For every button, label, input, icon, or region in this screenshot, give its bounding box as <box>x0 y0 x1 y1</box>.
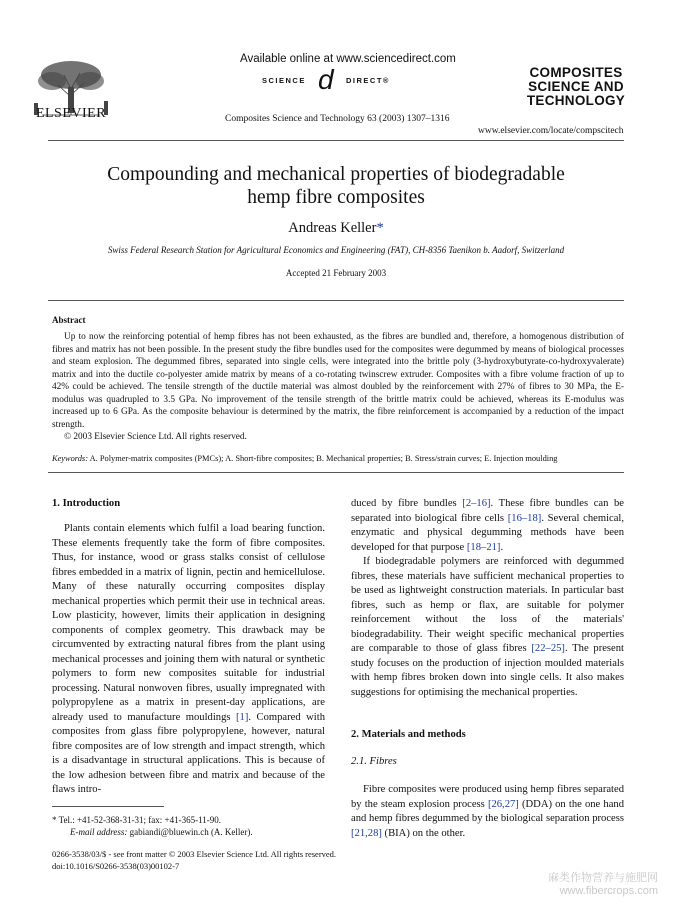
journal-title-line: COMPOSITES <box>529 65 623 80</box>
paragraph-text: (BIA) on the other. <box>381 827 466 839</box>
body-column-right <box>351 497 624 700</box>
paragraph-text: (DDA) on the one hand and hemp fibres degummed by the biological separation process <box>351 798 624 824</box>
author-footnote-link[interactable]: * <box>376 220 384 236</box>
abstract-bottom-divider <box>48 472 624 473</box>
section-heading-materials-methods: 2. Materials and methods <box>351 729 466 740</box>
paragraph-text: . These fibre bundles can be separated into biological fibre cells <box>351 498 625 524</box>
keywords-line <box>52 453 627 465</box>
article-title-line: Compounding and mechanical properties of biodegradable <box>107 164 565 185</box>
citation-link[interactable]: [16–18] <box>507 512 542 524</box>
doi-identifier: doi:10.1016/S0266-3538(03)00102-7 <box>52 861 180 871</box>
paragraph-text: Plants contain elements which fulfil a load bearing function. These elements frequently take the form of fibre composites. Thus, for instance, wood or grass stalks consist of cellulose fibres embedded in a matrix of lignin, pectin and hemicellulose. Many of these naturally occurring composites display mechanical properties which permit their use in technical areas. Low plasticity, however, limits their application in designing components of complex geometry. This drawback may be circumvented by extracting natural fibres from the plant using mechanical processes and joining them with natural or synthetic polymers to form new composites suitable for industrial processing. Natural nonwoven fibres, usually impregnated with polypropylene as a matrix in present-day applications, are already used to manufacture mouldings <box>52 523 325 723</box>
fibres-section-body <box>351 783 624 841</box>
author-contact-footnote: * Tel.: +41-52-368-31-31; fax: +41-365-11-90. <box>52 815 221 825</box>
sciencedirect-right-word: DIRECT® <box>346 76 390 85</box>
footnote-divider <box>52 806 164 807</box>
paragraph-text: duced by fibre bundles <box>351 498 463 509</box>
paragraph-text: . Compared with composites from glass fibre polypropylene, however, natural fibre composites are of low strength and impact strength, which is a disadvantage in structural applications. This is because of the low adhesion between fibre and matrix and because of the flaws intro- <box>52 711 325 795</box>
paragraph-text: Fibre composites were produced using hemp fibres separated by the steam explosion process <box>351 784 624 810</box>
section-heading-introduction: 1. Introduction <box>52 498 121 509</box>
intro-paragraph-1 <box>52 522 325 798</box>
article-title-line: hemp fibre composites <box>247 187 425 208</box>
abstract-top-divider <box>48 300 624 301</box>
citation-link[interactable]: [1] <box>236 711 249 723</box>
paragraph-text: If biodegradable polymers are reinforced with degummed fibres, these materials have sufficient mechanical properties to be used as lightweight construction materials. In particular bast fibres, such as hemp or flax, are suitable for polymer reinforcement without the loss of the materials' biodegradability. Their weight specific mechanical properties are comparable to those of glass fibres <box>351 556 624 654</box>
sciencedirect-logo <box>262 64 412 95</box>
journal-citation: Composites Science and Technology 63 (2003) 1307–1316 <box>225 114 450 124</box>
journal-title <box>526 66 626 108</box>
front-matter-notice: 0266-3538/03/$ - see front matter © 2003 Elsevier Science Ltd. All rights reserved. <box>52 849 337 859</box>
sciencedirect-left-word: SCIENCE <box>262 76 306 85</box>
sciencedirect-at-icon: d <box>318 64 334 95</box>
citation-link[interactable]: [18–21] <box>466 541 501 553</box>
watermark-line: 麻类作物营养与施肥网 <box>548 872 658 884</box>
email-label: E-mail address: <box>70 827 128 837</box>
journal-title-line: SCIENCE AND <box>528 79 624 94</box>
intro-paragraph-2 <box>351 555 624 700</box>
available-online-text: Available online at www.sciencedirect.com <box>240 53 456 65</box>
author-email-footnote <box>70 826 253 838</box>
email-address: gabiandi@bluewin.ch (A. Keller). <box>127 827 253 837</box>
citation-link[interactable]: [26,27] <box>487 798 519 810</box>
citation-link[interactable]: [21,28] <box>351 827 382 839</box>
article-title <box>48 163 624 209</box>
watermark-line: www.fibercrops.com <box>559 885 658 897</box>
author-line <box>48 220 624 237</box>
accepted-date: Accepted 21 February 2003 <box>285 268 387 278</box>
body-column-left <box>52 522 325 798</box>
paragraph-text: . The present study focuses on the production of injection moulded materials with hemp fibres broken down into single cells. It also makes suggestions for optimising the mechanical properties. <box>351 643 624 698</box>
publisher-name: ELSEVIER <box>35 106 107 121</box>
keywords-label: Keywords: <box>52 454 88 463</box>
citation-link[interactable]: [2–16] <box>462 498 491 509</box>
journal-title-line: TECHNOLOGY <box>526 93 626 108</box>
author-affiliation: Swiss Federal Research Station for Agricultural Economics and Engineering (FAT), CH-8356 Taenikon b. Aadorf, Switzerland <box>107 245 565 255</box>
keywords-list: A. Polymer-matrix composites (PMCs); A. Short-fibre composites; B. Mechanical properties; B. Stress/strain curves; E. Injection moulding <box>89 454 558 463</box>
site-watermark <box>548 872 658 898</box>
abstract-text: Up to now the reinforcing potential of hemp fibres has not been exhausted, as the fibres are bundled and, therefore, a homogenous distribution of fibres and matrix has not been possible. In the present study the fibre bundles used for the composites were degummed by means of biological processes and steam explosion. The degummed fibres, separated into single cells, were integrated into the brittle poly (3-hydroxybutyrate-co-hydroxyvalerate) matrix and into the ductile co-polyester amide matrix by means of a co-rotating twinscrew extruder. Composites with a fibre volume fraction of up to 42% could be achieved. The tensile strength of the ductile material was almost doubled by the reinforcement with 27% of fibres to 30 MPa, the E-modulus was quadrupled to 3.5 GPa. No improvement of the tensile strength of the brittle matrix could be achieved, whereas its E-modulus was increased up to 6 GPa. As the composite behaviour is determined by the matrix, the fibre reinforcement is accompanied by a reduction of the impact strength. <box>52 332 624 430</box>
abstract-body <box>52 331 624 444</box>
fibres-paragraph-1 <box>351 783 624 841</box>
citation-link[interactable]: [22–25] <box>531 643 565 654</box>
abstract-copyright: © 2003 Elsevier Science Ltd. All rights reserved. <box>64 432 247 442</box>
abstract-heading: Abstract <box>52 315 86 325</box>
intro-paragraph-1-continued <box>351 497 624 555</box>
paragraph-text: . Several chemical, enzymatic and physical degumming methods have been developed for that purpose <box>351 512 625 553</box>
paragraph-text: . <box>500 541 504 553</box>
header-divider <box>48 140 624 141</box>
journal-url-link[interactable]: www.elsevier.com/locate/compscitech <box>478 126 624 136</box>
subsection-heading-fibres: 2.1. Fibres <box>351 756 397 767</box>
author-name: Andreas Keller <box>288 220 377 236</box>
